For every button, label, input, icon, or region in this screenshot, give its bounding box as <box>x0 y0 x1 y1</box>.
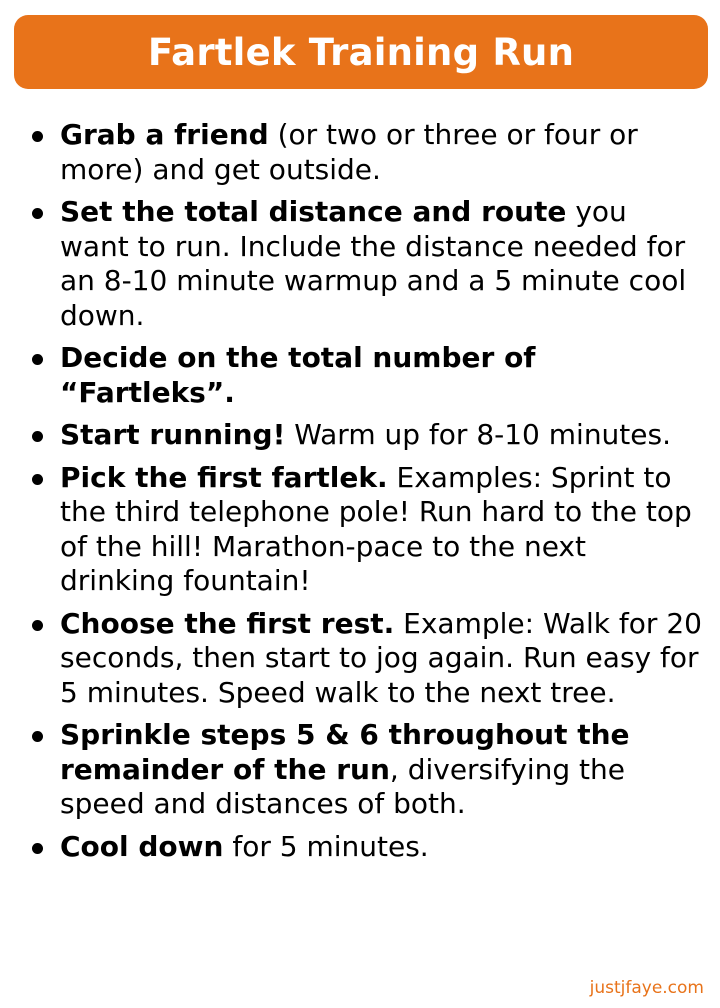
step-heading: Pick the first fartlek. <box>60 460 388 494</box>
step-heading: Start running! <box>60 418 286 451</box>
list-item <box>22 195 702 333</box>
step-heading: Set the total distance and route <box>60 195 567 228</box>
bullet-icon <box>32 431 43 442</box>
list-item <box>22 341 702 410</box>
step-text: you want to run. Include the distance needed for an 8-10 minute warmup and a 5 minute cool down. <box>60 195 687 332</box>
list-item <box>22 461 702 599</box>
bullet-icon <box>32 843 43 854</box>
bullet-icon <box>32 620 43 631</box>
bullet-icon <box>32 354 43 365</box>
title-banner <box>14 15 708 89</box>
step-text: Example: Walk for 20 seconds, then start to jog again. Run easy for 5 minutes. Speed walk to the next tree. <box>60 606 702 709</box>
step-text: Warm up for 8-10 minutes. <box>285 418 671 451</box>
step-text: (or two or three or four or more) and get outside. <box>60 118 638 186</box>
bullet-icon <box>32 131 43 142</box>
step-heading: Sprinkle steps 5 & 6 throughout the remainder of the run <box>60 718 630 786</box>
step-heading: Cool down <box>60 829 224 863</box>
step-text: Examples: Sprint to the third telephone pole! Run hard to the top of the hill! Marathon-pace to the next drinking fountain! <box>60 460 692 597</box>
list-item <box>22 418 702 453</box>
list-item <box>22 607 702 711</box>
bullet-icon <box>32 208 43 219</box>
bullet-icon <box>32 474 43 485</box>
step-text: for 5 minutes. <box>223 829 429 863</box>
step-text: , diversifying the speed and distances of both. <box>60 752 626 820</box>
step-heading: Decide on the total number of “Fartleks”. <box>60 341 536 409</box>
bullet-icon <box>32 731 43 742</box>
step-heading: Grab a friend <box>60 118 269 151</box>
steps-list <box>22 118 702 872</box>
step-heading: Choose the first rest. <box>60 606 395 640</box>
page-title: Fartlek Training Run <box>147 30 575 74</box>
list-item <box>22 118 702 187</box>
site-credit: justjfaye.com <box>589 978 704 998</box>
list-item <box>22 830 702 865</box>
list-item <box>22 718 702 822</box>
